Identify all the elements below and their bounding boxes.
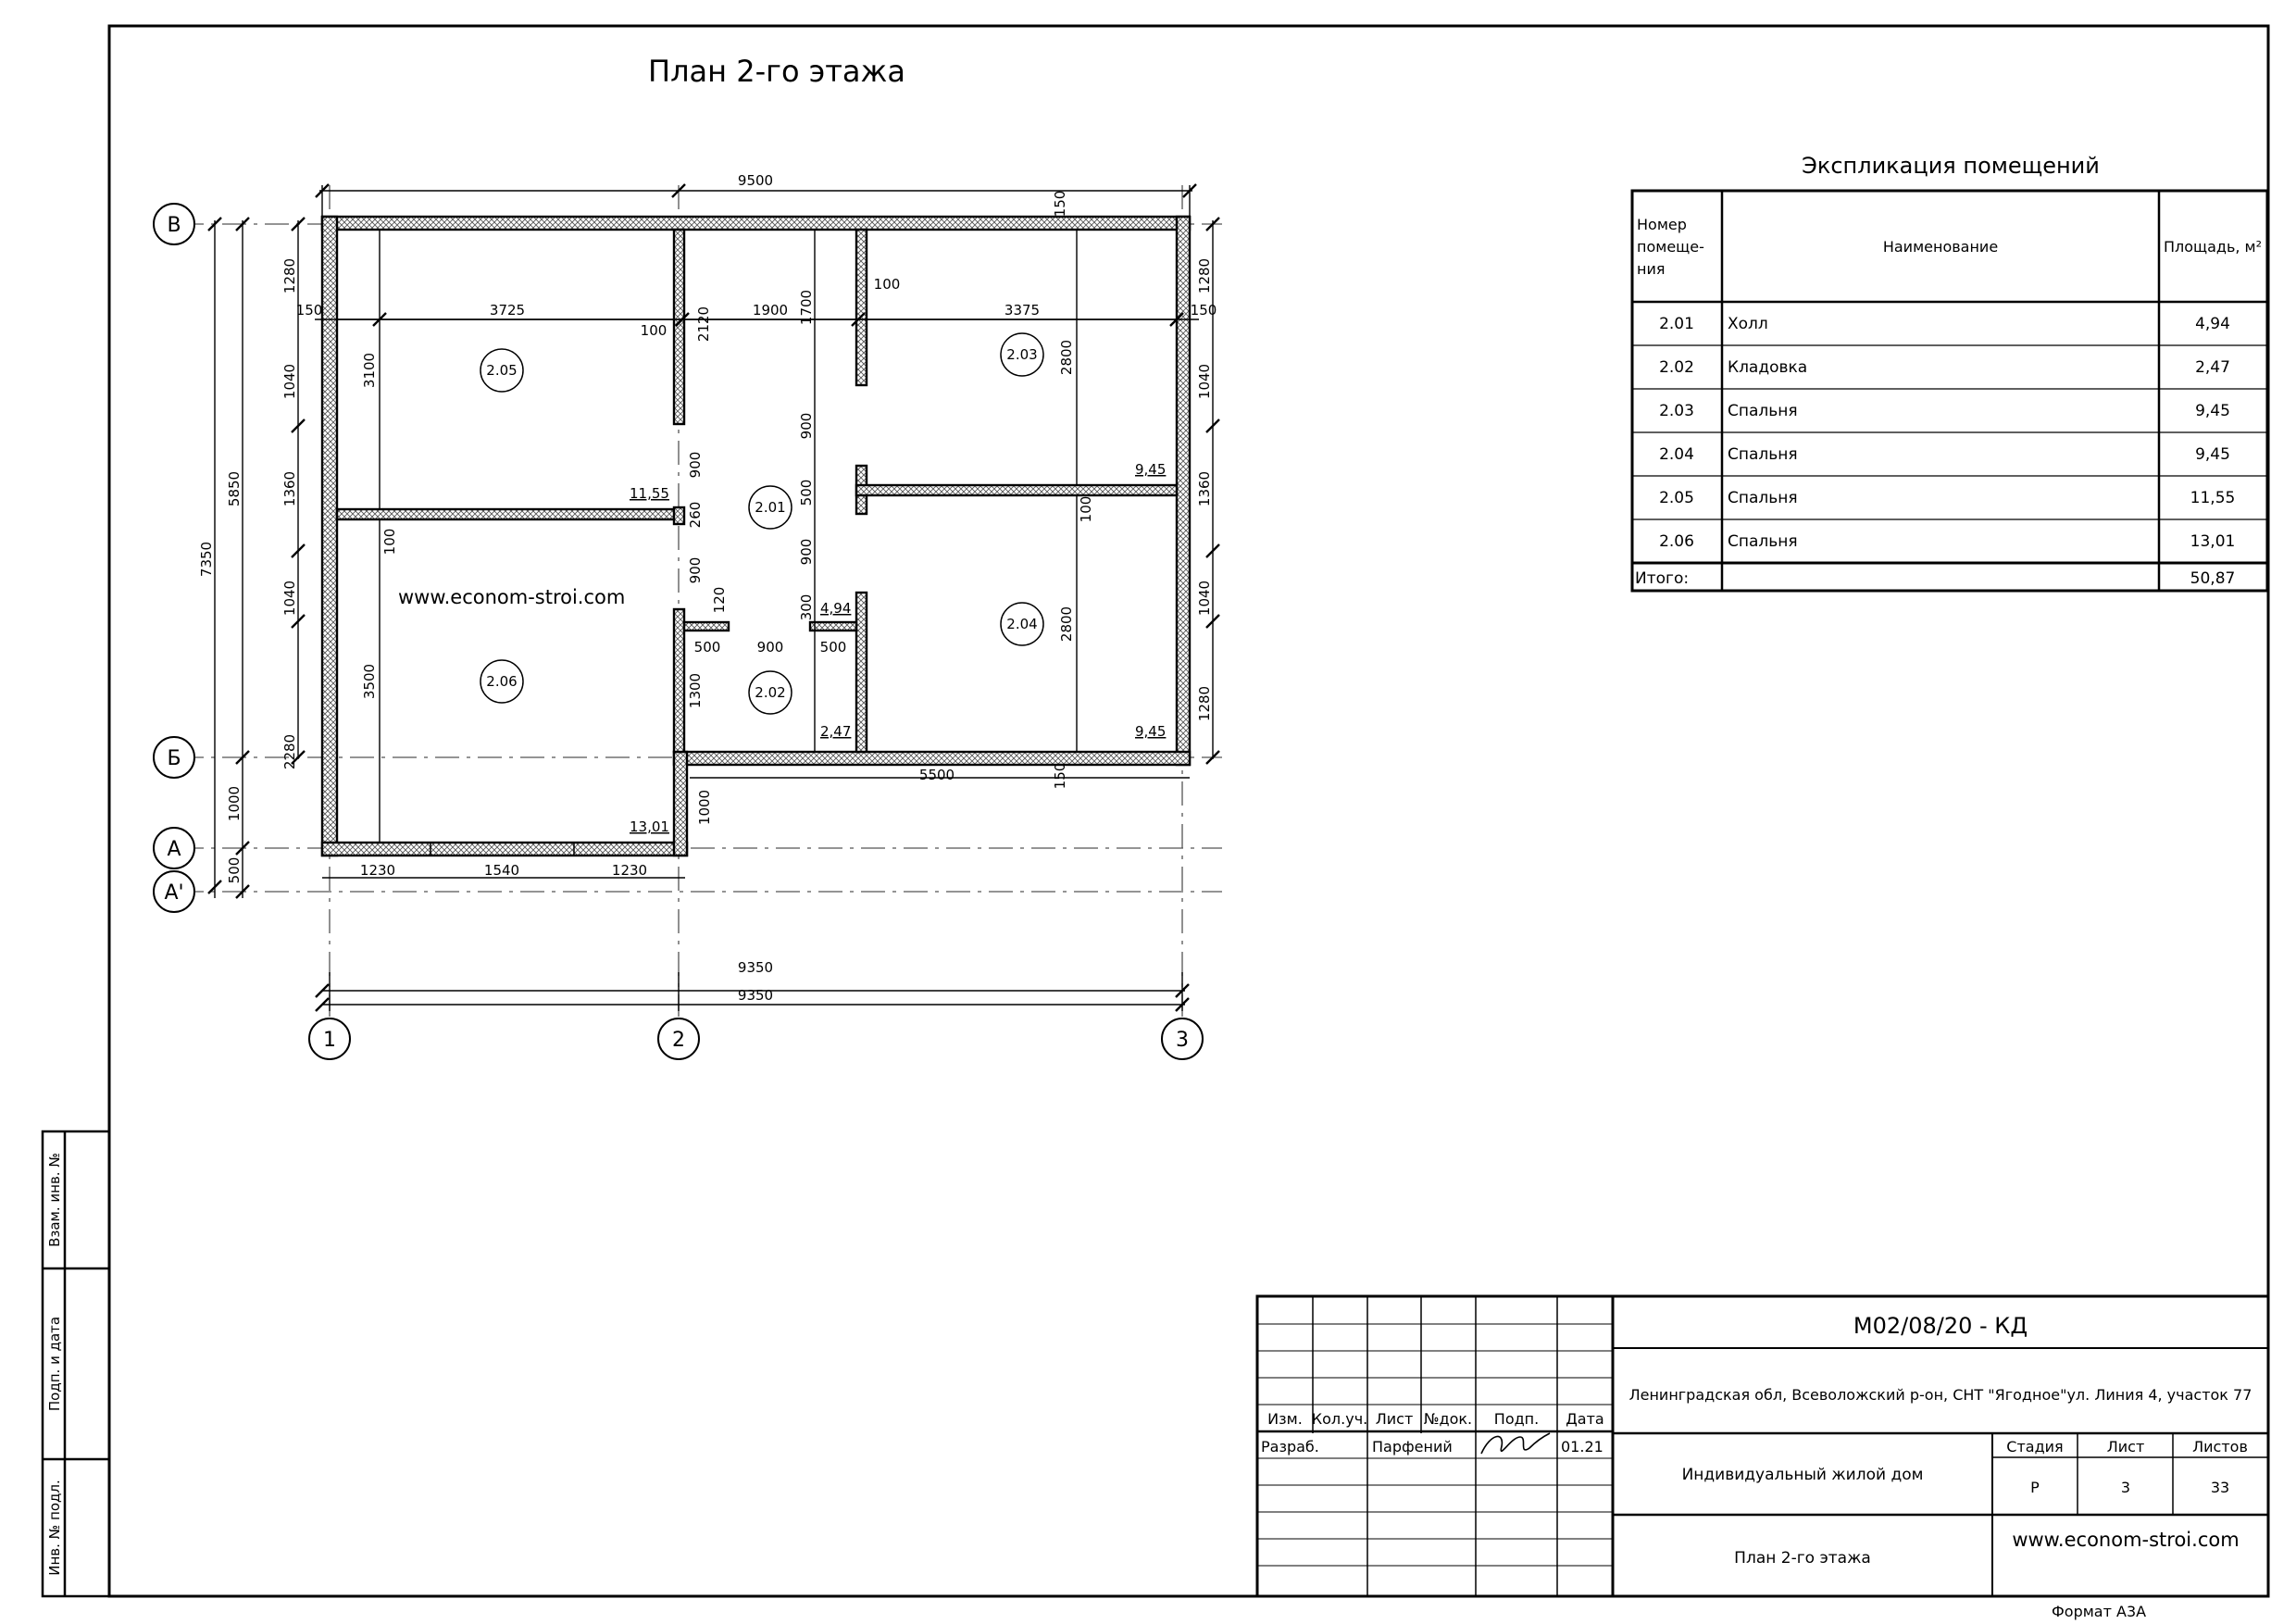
room-area-201: 4,94 <box>820 600 852 617</box>
explication-row-number: 2.05 <box>1659 489 1694 507</box>
room-marker-202: 2.02 <box>755 684 786 701</box>
stamp-drawing: План 2-го этажа <box>1734 1549 1871 1568</box>
explication-row-area: 9,45 <box>2195 402 2230 420</box>
stamp-website: www.econom-stroi.com <box>2012 1529 2240 1551</box>
dim-room205-height: 3100 <box>361 352 378 389</box>
dim-bottom-1230-a: 1230 <box>359 862 396 879</box>
stamp-sheets: 33 <box>2210 1479 2230 1496</box>
axis-label-a: А <box>167 838 181 861</box>
explication-header-area: Площадь, м² <box>2163 238 2263 256</box>
explication-row-name: Спальня <box>1728 445 1798 464</box>
stamp-format: Формат А3А <box>2052 1603 2147 1620</box>
dim-room203-width: 3375 <box>1004 302 1041 319</box>
explication-title: Экспликация помещений <box>1802 153 2100 179</box>
side-stamp-label-vzam: Взам. инв. № <box>46 1153 63 1247</box>
explication-header-number: Номер <box>1637 216 1687 233</box>
dim-900-b: 900 <box>687 451 704 479</box>
dim-right-1360: 1360 <box>1196 470 1213 507</box>
explication-row-name: Спальня <box>1728 532 1798 551</box>
explication-row-area: 11,55 <box>2190 489 2236 507</box>
explication-row-number: 2.02 <box>1659 358 1694 377</box>
stamp-header-date: Дата <box>1566 1410 1604 1428</box>
dim-left-1040-b: 1040 <box>281 580 298 617</box>
side-stamp-label-inv: Инв. № подл. <box>46 1480 63 1576</box>
dim-room206-height: 3500 <box>361 663 378 700</box>
dim-left-5850: 5850 <box>226 470 243 507</box>
room-marker-206: 2.06 <box>486 673 518 690</box>
explication-header-number-2: помеще- <box>1637 238 1704 256</box>
axis-label-2: 2 <box>672 1029 685 1052</box>
dim-150-bottom: 150 <box>1052 762 1068 790</box>
axis-label-1: 1 <box>323 1029 336 1052</box>
room-marker-203: 2.03 <box>1006 346 1038 363</box>
room-area-204: 9,45 <box>1135 723 1167 740</box>
stamp-stage-label: Стадия <box>2006 1438 2064 1455</box>
dim-900-c: 900 <box>687 556 704 584</box>
dim-right-150: 150 <box>1190 302 1217 319</box>
dim-left-1000: 1000 <box>226 785 243 822</box>
stamp-code: М02/08/20 - КД <box>1853 1313 2028 1339</box>
explication-row-area: 2,47 <box>2195 358 2230 377</box>
dim-left-1360: 1360 <box>281 470 298 507</box>
explication-row-name: Холл <box>1728 315 1768 333</box>
room-area-206: 13,01 <box>630 818 669 835</box>
stamp-razrab-name: Парфений <box>1372 1438 1453 1455</box>
dim-top-total: 9500 <box>737 172 774 189</box>
stamp-razrab-label: Разраб. <box>1261 1438 1319 1455</box>
stamp-sheets-label: Листов <box>2192 1438 2248 1455</box>
dim-left-7350: 7350 <box>198 541 215 578</box>
stamp-header-doc: №док. <box>1423 1410 1473 1428</box>
dim-left-500: 500 <box>226 856 243 884</box>
dim-500-right: 500 <box>819 639 847 656</box>
dim-bottom-total-2: 9350 <box>737 987 774 1004</box>
dim-100-b: 100 <box>873 276 901 293</box>
stamp-sheet: 3 <box>2120 1479 2131 1496</box>
dim-260: 260 <box>687 501 704 529</box>
dim-bottom-1230-b: 1230 <box>611 862 648 879</box>
dim-right-1040-a: 1040 <box>1196 363 1213 400</box>
dim-right-1040-b: 1040 <box>1196 580 1213 617</box>
room-marker-201: 2.01 <box>755 499 786 516</box>
stamp-header-list: Лист <box>1375 1410 1414 1428</box>
room-area-203: 9,45 <box>1135 461 1167 478</box>
dim-right-1280-a: 1280 <box>1196 257 1213 294</box>
explication-row-name: Спальня <box>1728 402 1798 420</box>
stamp-object: Индивидуальный жилой дом <box>1681 1466 1924 1484</box>
dim-120: 120 <box>711 586 728 614</box>
dim-room201-width: 1900 <box>752 302 789 319</box>
dim-bottom-total-1: 9350 <box>737 959 774 976</box>
dim-100-a: 100 <box>640 322 668 339</box>
dim-300: 300 <box>798 593 815 621</box>
dim-150-top: 150 <box>1052 190 1068 218</box>
dim-900-a: 900 <box>798 412 815 440</box>
dim-room203-height: 2800 <box>1058 339 1075 376</box>
explication-table <box>1632 153 2267 591</box>
stamp-stage: Р <box>2030 1479 2040 1496</box>
dim-room204-height: 2800 <box>1058 606 1075 643</box>
explication-row-number: 2.06 <box>1659 532 1694 551</box>
dim-2120: 2120 <box>695 306 712 343</box>
dim-900-d: 900 <box>798 538 815 566</box>
explication-header-number-3: ния <box>1637 260 1666 278</box>
dim-left-1040-a: 1040 <box>281 363 298 400</box>
dim-5500: 5500 <box>918 767 955 783</box>
dim-1000-interior: 1000 <box>696 789 713 826</box>
room-marker-205: 2.05 <box>486 362 518 379</box>
dim-bottom-1540: 1540 <box>483 862 520 879</box>
dim-500-left: 500 <box>693 639 721 656</box>
stamp-date: 01.21 <box>1561 1438 1603 1455</box>
dim-left-1280: 1280 <box>281 257 298 294</box>
dim-100-c: 100 <box>381 528 398 556</box>
dim-left-2280: 2280 <box>281 733 298 770</box>
dim-right-1280-b: 1280 <box>1196 685 1213 722</box>
room-area-205: 11,55 <box>630 485 669 502</box>
explication-row-name: Кладовка <box>1728 358 1808 377</box>
stamp-header-podp: Подп. <box>1493 1410 1540 1428</box>
stamp-sheet-label: Лист <box>2106 1438 2145 1455</box>
floor-plan <box>154 172 1222 1059</box>
room-area-202: 2,47 <box>820 723 852 740</box>
explication-header-name: Наименование <box>1882 238 1999 256</box>
dim-left-150: 150 <box>295 302 323 319</box>
explication-row-number: 2.01 <box>1659 315 1694 333</box>
signature <box>1481 1433 1550 1454</box>
explication-row-area: 13,01 <box>2190 532 2236 551</box>
explication-row-number: 2.04 <box>1659 445 1694 464</box>
axis-label-v: В <box>167 214 181 237</box>
explication-row-area: 9,45 <box>2195 445 2230 464</box>
axis-label-a-prime: А' <box>164 881 184 905</box>
drawing-title: План 2-го этажа <box>648 54 905 89</box>
plan-watermark: www.econom-stroi.com <box>398 586 626 608</box>
room-marker-204: 2.04 <box>1006 616 1038 632</box>
axis-label-3: 3 <box>1176 1029 1189 1052</box>
dim-500-v: 500 <box>798 479 815 506</box>
explication-row-name: Спальня <box>1728 489 1798 507</box>
stamp-header-izm: Изм. <box>1267 1410 1303 1428</box>
side-stamp-label-podp: Подп. и дата <box>46 1316 63 1412</box>
dim-100-d: 100 <box>1078 495 1094 523</box>
title-block <box>1257 1296 2268 1620</box>
dim-1300: 1300 <box>687 672 704 709</box>
explication-total-label: Итого: <box>1635 569 1690 588</box>
explication-row-number: 2.03 <box>1659 402 1694 420</box>
axis-label-b: Б <box>167 747 181 770</box>
dim-1700: 1700 <box>798 289 815 326</box>
dim-900-h: 900 <box>756 639 784 656</box>
explication-row-area: 4,94 <box>2195 315 2230 333</box>
explication-total-value: 50,87 <box>2190 569 2236 588</box>
stamp-header-kol: Кол.уч. <box>1311 1410 1368 1428</box>
stamp-address: Ленинградская обл, Всеволожский р-он, СНТ "Ягодное"ул. Линия 4, участок 77 <box>1628 1386 2252 1404</box>
dim-room205-width: 3725 <box>489 302 526 319</box>
